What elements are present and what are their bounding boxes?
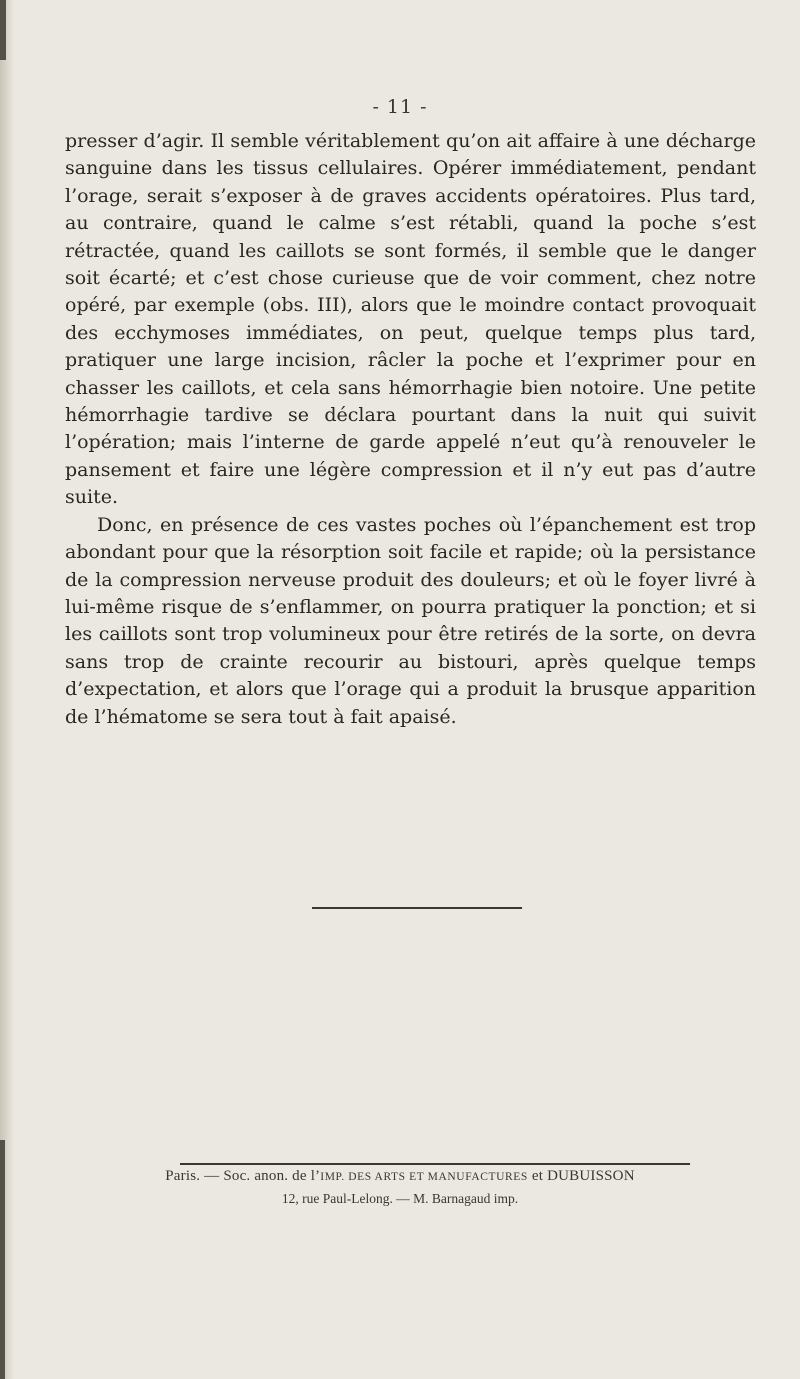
page-number: - 11 -: [372, 96, 428, 118]
binding-edge-mark: [0, 0, 6, 60]
imprint-society: Soc. anon. de l’: [223, 1168, 321, 1184]
paragraph: presser d’agir. Il semble véritablement qu’on ait affaire à une décharge sanguine dans les tissus cellulaires. Opérer immédiatement, pendant l’orage, serait s’exposer à de graves accidents opératoires. Plus tard, au contraire, quand le calme s’est rétabli, quand la poche s’est rétractée, quand les caillots se sont formés, il semble que le danger soit écarté; et c’est chose curieuse que de voir comment, chez notre opéré, par exemple (obs. III), alors que le moindre contact provoquait des ecchymoses immédiates, on peut, quelque temps plus tard, pratiquer une large incision, râcler la poche et l’exprimer pour en chasser les caillots, et cela sans hémorrhagie bien notoire. Une petite hémorrhagie tardive se déclara pourtant dans la nuit qui suivit l’opération; mais l’interne de garde appelé n’eut qu’à renouveler le pansement et faire une légère compression et il n’y eut pas d’autre suite.: [65, 130, 756, 509]
printer-address: 12, rue Paul-Lelong. — M. Barnagaud imp.: [281, 1191, 519, 1206]
imprint-and: et: [531, 1168, 544, 1184]
imprint-printer: IMP. DES ARTS ET MANUFACTURES: [320, 1171, 528, 1183]
imprint-name: DUBUISSON: [547, 1168, 635, 1184]
footer-rule: [180, 1163, 690, 1165]
paragraph: Donc, en présence de ces vastes poches où l’épanchement est trop abondant pour que la résorption soit facile et rapide; où la persistance de la compression nerveuse produit des douleurs; et où le foyer livré à lui-même risque de s’enflammer, on pourra pratiquer la ponction; et si les caillots sont trop volumineux pour être retirés de la sorte, on devra sans trop de crainte recourir au bistouri, après quelque temps d’expectation, et alors que l’orage qui a produit la brusque apparition de l’hématome se sera tout à fait apaisé.: [65, 513, 756, 728]
section-divider: [312, 907, 522, 909]
body-text: [65, 128, 756, 731]
printer-imprint: [0, 1168, 800, 1185]
imprint-dash: —: [204, 1168, 220, 1184]
imprint-city: Paris.: [165, 1168, 201, 1184]
